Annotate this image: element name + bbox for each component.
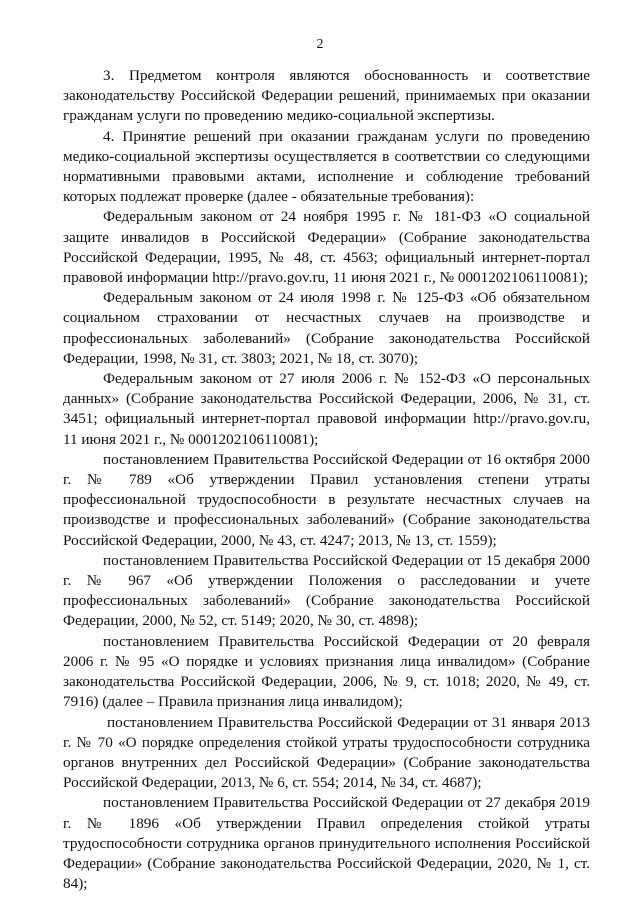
decree-reference-70: постановлением Правительства Российской Федерации от 31 января 2013 г. № 70 «О порядке определения стойкой утраты трудоспособности сотрудника органов внутренних дел Российской Федерации» (Собрание законодательства Российской Федерации, 2013, № 6, ст. 554; 2014, № 34, ст. 4687);	[63, 713, 590, 792]
decree-reference-967: постановлением Правительства Российской Федерации от 15 декабря 2000 г. № 967 «Об утверждении Положения о расследовании и учете профессиональных заболеваний» (Собрание законодательства Российской Федерации, 2000, № 52, ст. 5149; 2020, № 30, ст. 4898);	[63, 551, 590, 630]
law-reference-125-fz: Федеральным законом от 24 июля 1998 г. № 125-ФЗ «Об обязательном социальном страховании от несчастных случаев на производстве и профессиональных заболеваний» (Собрание законодательства Российской Федерации, 1998, № 31, ст. 3803; 2021, № 18, ст. 3070);	[63, 289, 590, 367]
paragraph-item-4: 4. Принятие решений при оказании гражданам услуги по проведению медико-социальной экспертизы осуществляется в соответствии со следующими нормативными правовыми актами, исполнение и соблюдение требований которых подлежат проверке (далее - обязательные требования):	[63, 127, 590, 206]
law-reference-152-fz: Федеральным законом от 27 июля 2006 г. № 152-ФЗ «О персональных данных» (Собрание законодательства Российской Федерации, 2006, № 31, ст. 3451; официальный интернет-портал правовой информации http://pravo.gov.ru, 11 июня 2021 г., № 0001202106110081);	[63, 370, 590, 448]
paragraph-item-3: 3. Предметом контроля являются обоснованность и соответствие законодательству Российской Федерации решений, принимаемых при оказании гражданам услуги по проведению медико-социальной экспертизы.	[63, 67, 590, 125]
decree-reference-1896: постановлением Правительства Российской Федерации от 27 декабря 2019 г. № 1896 «Об утверждении Правил определения стойкой утраты трудоспособности сотрудника органов принудительного исполнения Российской Федерации» (Собрание законодательства Российской Федерации, 2020, № 1, ст. 84);	[63, 794, 590, 893]
law-reference-181-fz: Федеральным законом от 24 ноября 1995 г. № 181-ФЗ «О социальной защите инвалидов в Российской Федерации» (Собрание законодательства Российской Федерации, 1995, № 48, ст. 4563; официальный интернет-портал правовой информации http://pravo.gov.ru, 11 июня 2021 г., № 0001202106110081);	[63, 208, 590, 287]
decree-reference-95: постановлением Правительства Российской Федерации от 20 февраля 2006 г. № 95 «О порядке и условиях признания лица инвалидом» (Собрание законодательства Российской Федерации, 2006, № 9, ст. 1018; 2020, № 49, ст. 7916) (далее – Правила признания лица инвалидом);	[63, 632, 590, 711]
page-number: 2	[316, 37, 324, 52]
document-body	[63, 66, 590, 894]
decree-reference-789: постановлением Правительства Российской Федерации от 16 октября 2000 г. № 789 «Об утверждении Правил установления степени утраты профессиональной трудоспособности в результате несчастных случаев на производстве и профессиональных заболеваний» (Собрание законодательства Российской Федерации, 2000, № 43, ст. 4247; 2013, № 13, ст. 1559);	[63, 450, 590, 549]
